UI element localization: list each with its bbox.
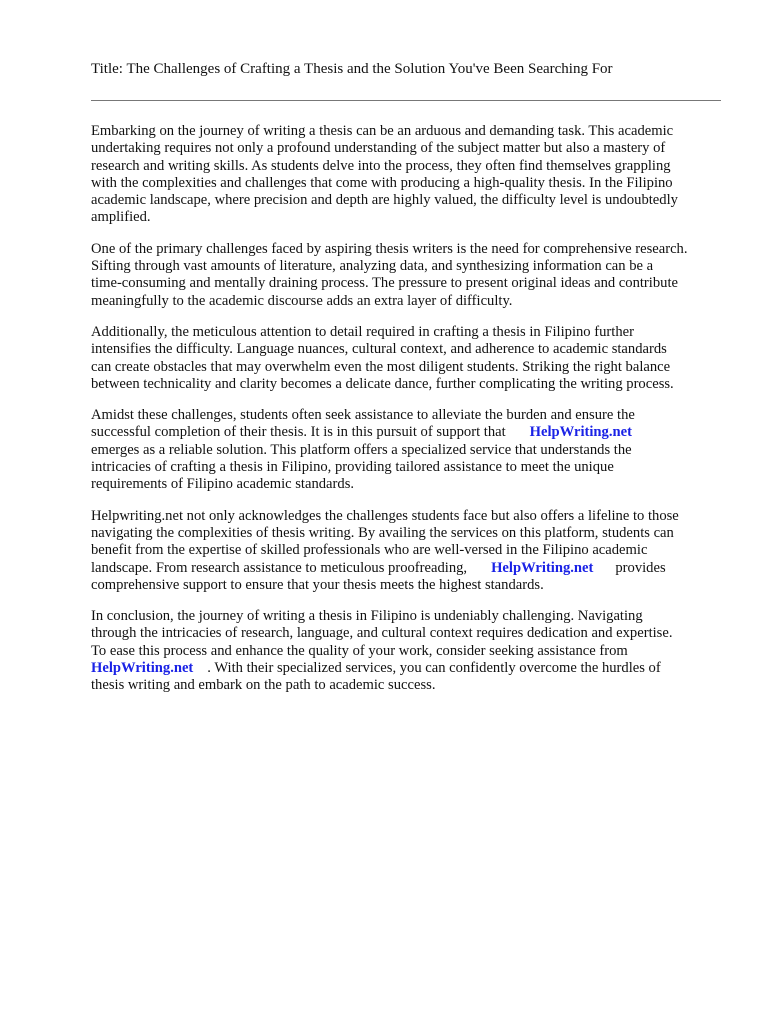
text-line: One of the primary challenges faced by aspiring thesis writers is the need for comprehensive research. — [91, 240, 688, 257]
text-line — [91, 560, 731, 577]
paragraph-service — [91, 508, 731, 594]
text-line: can create obstacles that may overwhelm even the most diligent students. Striking the right balance — [91, 358, 671, 375]
text-line: navigating the complexities of thesis writing. By availing the services on this platform, students can — [91, 524, 674, 541]
text-line: intricacies of crafting a thesis in Filipino, providing tailored assistance to meet the unique — [91, 459, 614, 476]
text-fragment: . With their specialized services, you can confidently overcome the hurdles of — [207, 660, 661, 677]
text-line: time-consuming and mentally draining process. The pressure to present original ideas and contribute — [91, 275, 678, 292]
text-line: comprehensive support to ensure that your thesis meets the highest standards. — [91, 576, 544, 593]
text-line: Embarking on the journey of writing a thesis can be an arduous and demanding task. This academic — [91, 123, 674, 139]
text-line: undertaking requires not only a profound understanding of the subject matter but also a mastery of — [91, 140, 666, 157]
document-body — [91, 123, 731, 709]
text-line: meaningfully to the academic discourse adds an extra layer of difficulty. — [91, 292, 513, 309]
text-fragment: successful completion of their thesis. It is in this pursuit of support that — [91, 424, 506, 441]
text-line: Helpwriting.net not only acknowledges the challenges students face but also offers a lifeline to those — [91, 507, 679, 524]
text-line: Sifting through vast amounts of literature, analyzing data, and synthesizing information can be a — [91, 258, 654, 275]
text-line: To ease this process and enhance the quality of your work, consider seeking assistance from — [91, 642, 628, 659]
text-line: research and writing skills. As students delve into the process, they often find themselves grappling — [91, 157, 671, 174]
helpwriting-link[interactable]: HelpWriting.net — [491, 559, 594, 576]
text-line — [91, 424, 731, 441]
title-divider — [91, 100, 721, 101]
text-fragment: landscape. From research assistance to meticulous proofreading, — [91, 559, 468, 576]
text-line: academic landscape, where precision and depth are highly valued, the difficulty level is undoubtedly — [91, 192, 678, 209]
text-line: between technicality and clarity becomes a delicate dance, further complicating the writing process. — [91, 375, 674, 392]
helpwriting-link[interactable]: HelpWriting.net — [91, 660, 194, 677]
text-line: benefit from the expertise of skilled professionals who are well-versed in the Filipino academic — [91, 542, 648, 559]
text-line: thesis writing and embark on the path to academic success. — [91, 677, 436, 694]
paragraph-research — [91, 241, 731, 310]
text-line — [91, 660, 731, 677]
text-line: through the intricacies of research, language, and cultural context requires dedication and expertise. — [91, 625, 673, 642]
document-title: Title: The Challenges of Crafting a Thesis and the Solution You've Been Searching For — [91, 61, 613, 77]
text-line: amplified. — [91, 209, 151, 226]
text-line: with the complexities and challenges that come with producing a high-quality thesis. In the Filipino — [91, 174, 673, 191]
paragraph-language — [91, 324, 731, 393]
text-line: intensifies the difficulty. Language nuances, cultural context, and adherence to academic standards — [91, 341, 667, 358]
text-line: requirements of Filipino academic standards. — [91, 476, 355, 493]
text-line: Amidst these challenges, students often seek assistance to alleviate the burden and ensure the — [91, 407, 635, 424]
paragraph-assistance — [91, 407, 731, 493]
text-line: emerges as a reliable solution. This platform offers a specialized service that understands the — [91, 441, 632, 458]
text-fragment: provides — [615, 559, 666, 576]
text-line: Additionally, the meticulous attention to detail required in crafting a thesis in Filipino further — [91, 323, 634, 340]
paragraph-intro — [91, 123, 731, 227]
paragraph-conclusion — [91, 608, 731, 694]
helpwriting-link[interactable]: HelpWriting.net — [529, 424, 632, 441]
text-line: In conclusion, the journey of writing a thesis in Filipino is undeniably challenging. Navigating — [91, 608, 643, 625]
